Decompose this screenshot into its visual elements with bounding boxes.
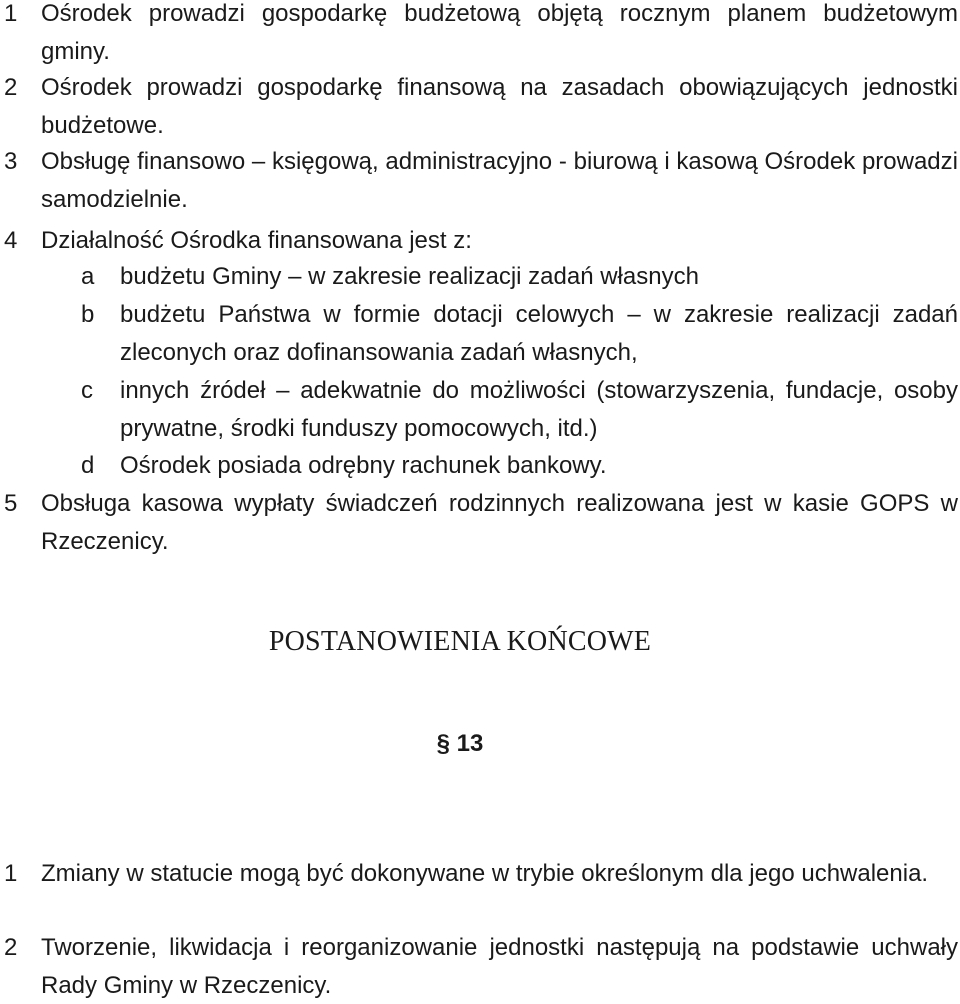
sub-item-text: Ośrodek posiada odrębny rachunek bankowy. [120,452,607,479]
item-text: Ośrodek prowadzi gospodarkę budżetową objętą rocznym planem budżetowym gminy. [41,0,958,65]
sub-item-letter: d [81,452,95,479]
sub-item-text: budżetu Gminy – w zakresie realizacji zadań własnych [120,263,699,290]
item-number: 4 [4,227,18,254]
sub-item-letter: a [81,263,95,290]
item-number: 2 [4,74,18,101]
section-heading: POSTANOWIENIA KOŃCOWE [268,626,652,657]
item-text: Ośrodek prowadzi gospodarkę finansową na zasadach obowiązujących jednostki budżetowe. [41,74,958,139]
item-number: 3 [4,148,18,175]
item-number: 2 [4,934,18,961]
item-text: Zmiany w statucie mogą być dokonywane w trybie określonym dla jego uchwalenia. [41,860,929,887]
sub-item-letter: c [81,377,93,404]
item-number: 1 [4,860,18,887]
paragraph-number: § 13 [436,730,484,757]
item-number: 5 [4,490,18,517]
item-text: Obsługa kasowa wypłaty świadczeń rodzinnych realizowana jest w kasie GOPS w Rzeczenicy. [41,490,958,555]
item-text: Tworzenie, likwidacja i reorganizowanie jednostki następują na podstawie uchwały Rady Gminy w Rzeczenicy. [41,934,958,999]
item-text: Obsługę finansowo – księgową, administracyjno - biurową i kasową Ośrodek prowadzi samodzielnie. [41,148,958,213]
sub-item-text: innych źródeł – adekwatnie do możliwości (stowarzyszenia, fundacje, osoby prywatne, środki funduszy pomocowych, itd.) [120,377,958,442]
sub-item-text: budżetu Państwa w formie dotacji celowych – w zakresie realizacji zadań zleconych oraz dofinansowania zadań własnych, [120,301,958,366]
sub-item-letter: b [81,301,95,328]
item-number: 1 [4,0,18,27]
item-text: Działalność Ośrodka finansowana jest z: [41,227,472,254]
